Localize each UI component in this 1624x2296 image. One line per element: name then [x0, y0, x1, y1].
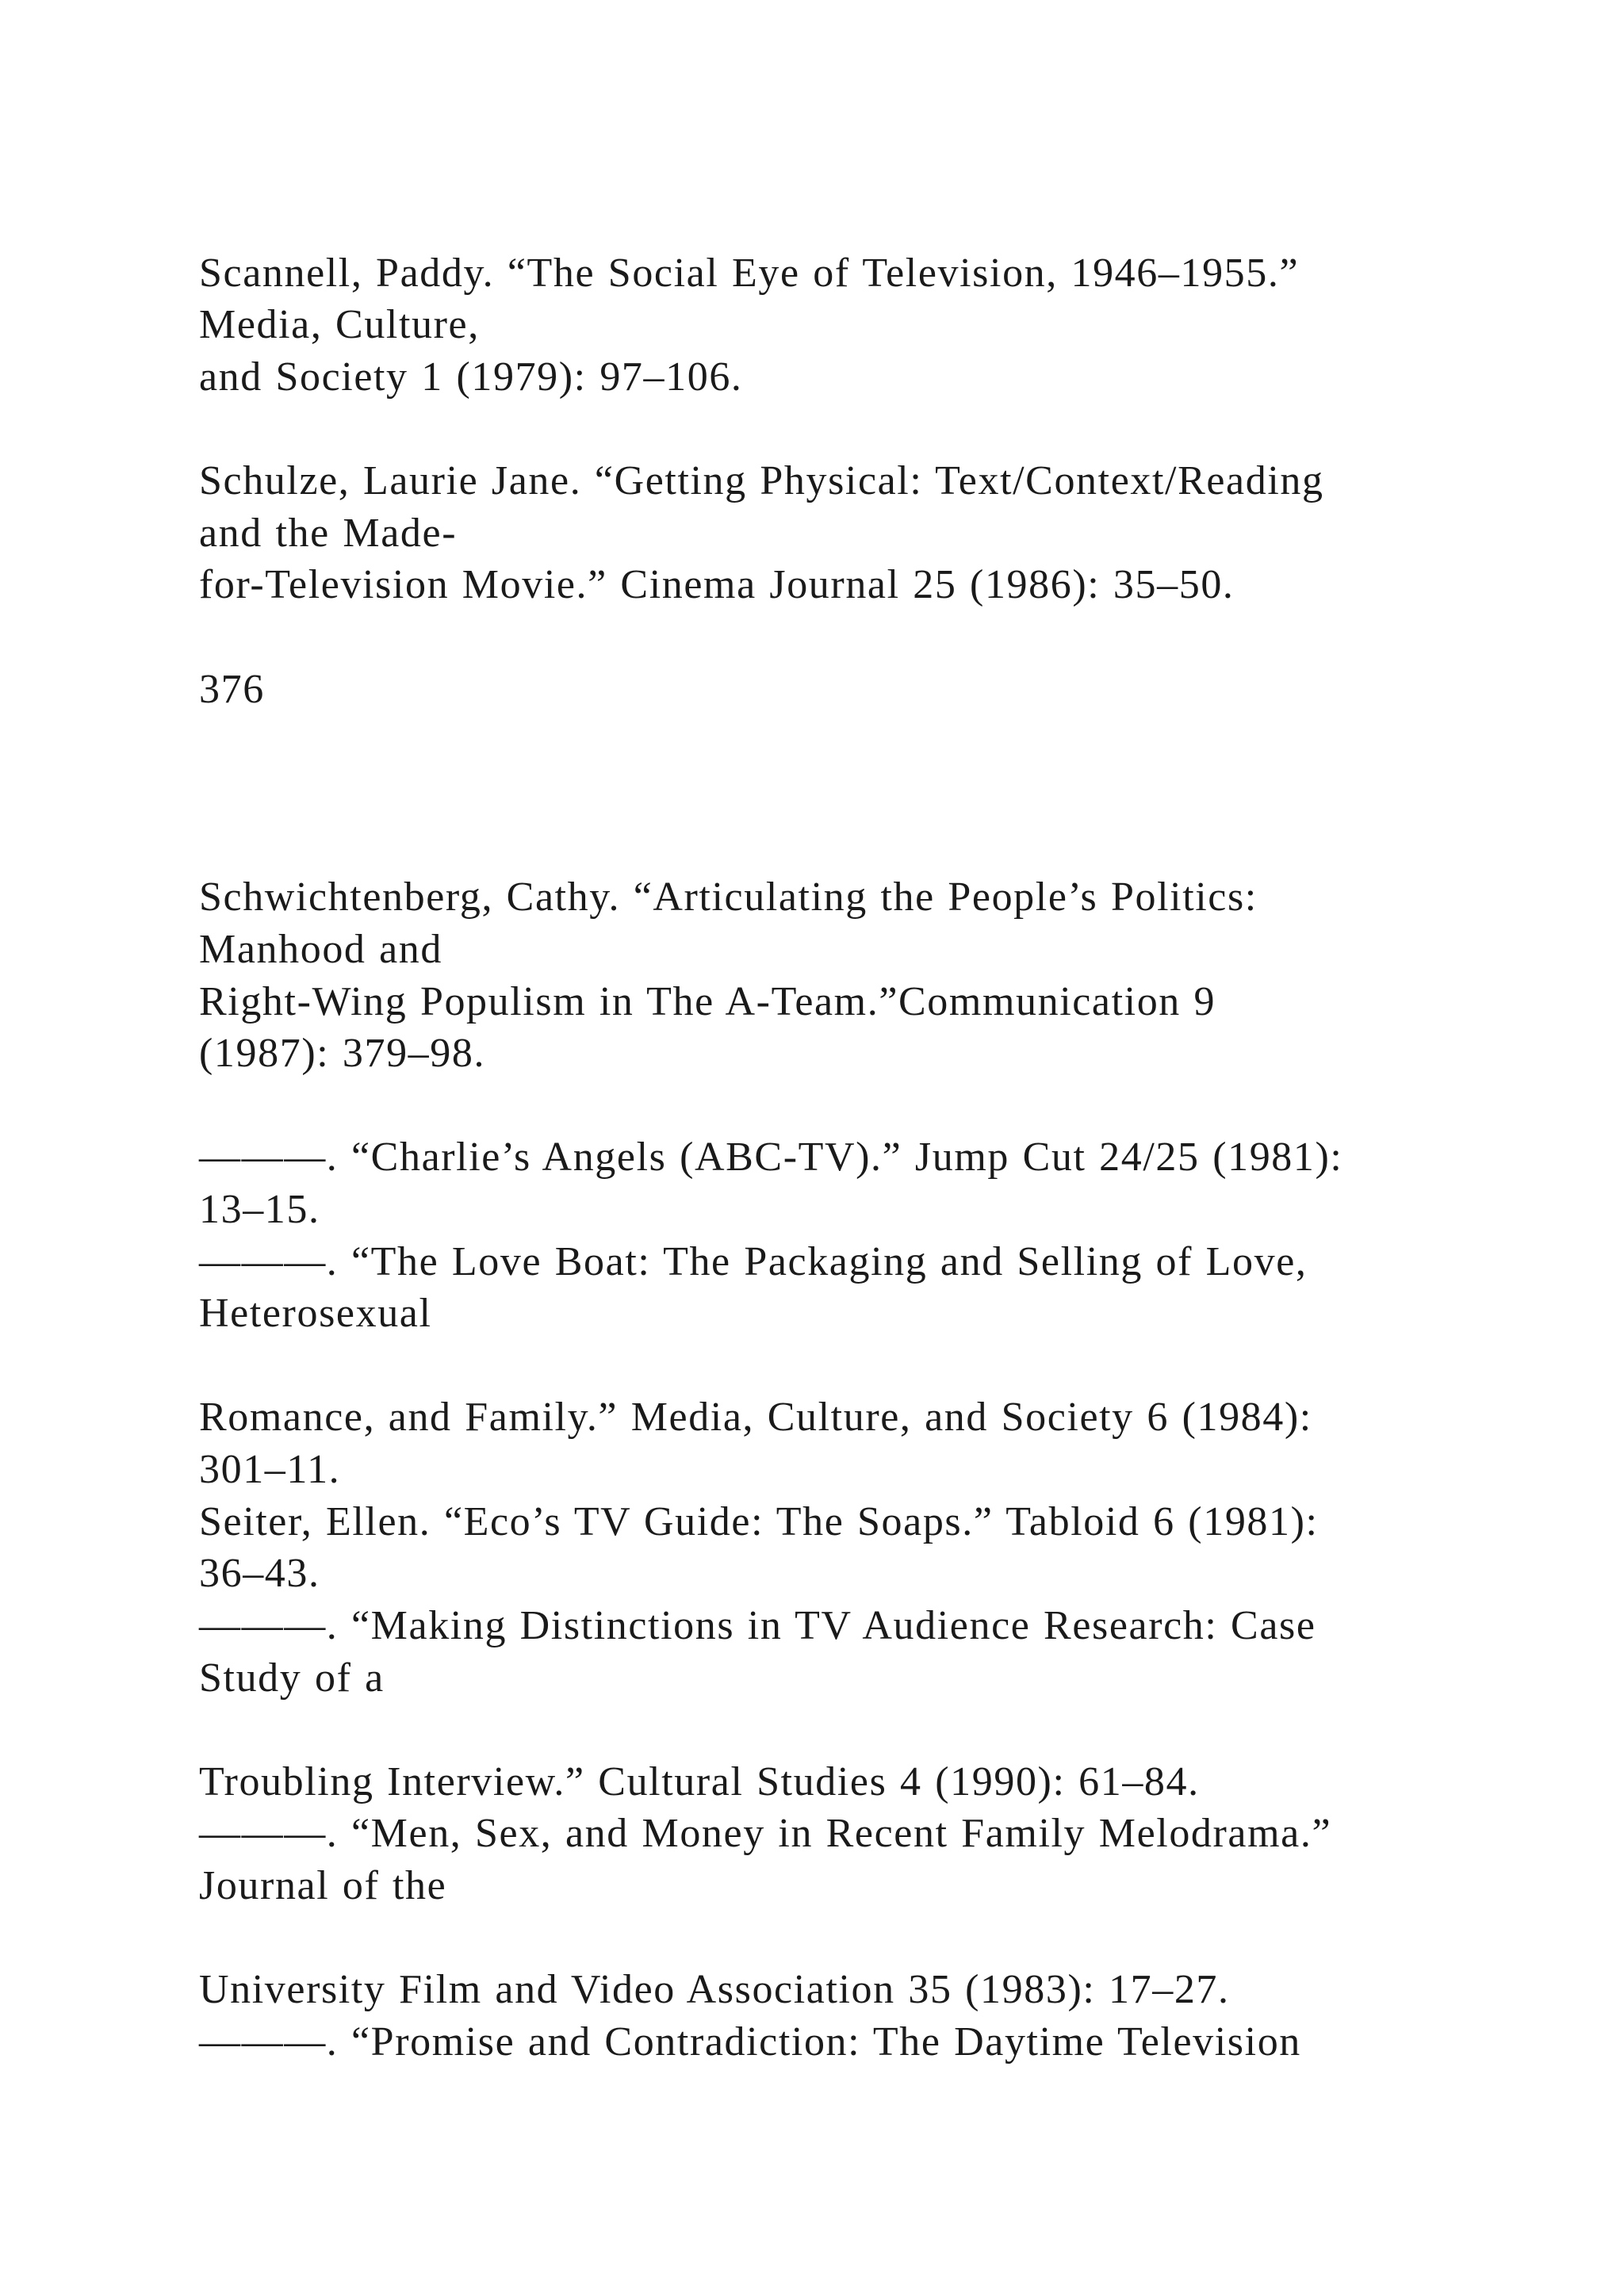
text-line: Right-Wing Populism in The A-Team.”Communication 9 — [199, 979, 1216, 1024]
text-line: ———. “Charlie’s Angels (ABC-TV).” Jump Cut 24/25 (1981): — [199, 1135, 1343, 1180]
text-line: Journal of the — [199, 1863, 447, 1908]
text-line: Schulze, Laurie Jane. “Getting Physical: Text/Context/Reading — [199, 458, 1324, 503]
text-line: for-Television Movie.” Cinema Journal 25 (1986): 35–50. — [199, 562, 1235, 607]
text-line: ———. “Making Distinctions in TV Audience Research: Case — [199, 1603, 1316, 1648]
text-line: 301–11. — [199, 1447, 341, 1492]
text-line: ———. “Men, Sex, and Money in Recent Family Melodrama.” — [199, 1811, 1332, 1856]
text-line: Heterosexual — [199, 1291, 432, 1336]
text-line: Study of a — [199, 1655, 385, 1701]
text-line: Seiter, Ellen. “Eco’s TV Guide: The Soaps.” Tabloid 6 (1981): — [199, 1499, 1319, 1544]
text-line: ———. “Promise and Contradiction: The Daytime Television — [199, 2019, 1301, 2064]
text-line: and Society 1 (1979): 97–106. — [199, 354, 743, 400]
text-line: Manhood and — [199, 927, 442, 972]
text-line: University Film and Video Association 35 (1983): 17–27. — [199, 1967, 1230, 2012]
text-line: and the Made- — [199, 511, 458, 556]
text-line: Romance, and Family.” Media, Culture, and Society 6 (1984): — [199, 1395, 1312, 1440]
text-line: Troubling Interview.” Cultural Studies 4 (1990): 61–84. — [199, 1759, 1200, 1804]
text-line: Schwichtenberg, Cathy. “Articulating the People’s Politics: — [199, 874, 1258, 920]
text-line: Scannell, Paddy. “The Social Eye of Television, 1946–1955.” — [199, 251, 1300, 296]
text-line: (1987): 379–98. — [199, 1031, 486, 1076]
text-line: 36–43. — [199, 1551, 320, 1596]
text-line: 13–15. — [199, 1187, 320, 1232]
page-number: 376 — [199, 667, 265, 712]
text-line: ———. “The Love Boat: The Packaging and Selling of Love, — [199, 1239, 1308, 1284]
text-line: Media, Culture, — [199, 302, 480, 347]
